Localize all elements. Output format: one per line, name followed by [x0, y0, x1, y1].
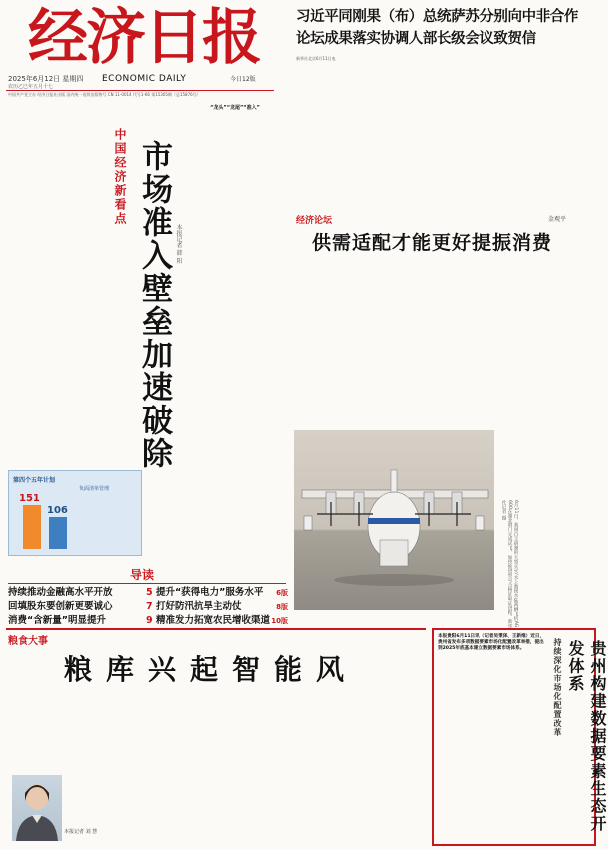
grain-body-col2 — [92, 688, 172, 843]
opinion-section-tag: 经济论坛 — [296, 216, 333, 226]
guide-label: 导读 — [130, 568, 155, 582]
masthead-issue: 今日12版 — [230, 76, 256, 83]
opinion-body-col2 — [396, 256, 492, 426]
grain-body-col4 — [260, 688, 340, 843]
feature-kicker: 中国经济新看点 — [113, 128, 127, 226]
opinion-body-col1 — [296, 256, 392, 426]
info-bar-2 — [49, 517, 67, 549]
lead-story-body-2 — [396, 56, 490, 206]
feature-body-col — [190, 104, 280, 484]
bottom-section-rule — [6, 628, 426, 630]
guizhou-subtitle: 持续深化市场化配置改革 — [553, 638, 562, 737]
guide-item-right-1[interactable]: 5 提升“获得电力”服务水平 — [146, 587, 264, 598]
grain-author: 本报记者 刘 慧 — [64, 829, 98, 835]
guide-item-2[interactable]: 回填股东要创新更要诚心 — [8, 601, 113, 612]
lead-title-line1: 习近平同刚果（布）总统萨苏分别向中非合作 — [296, 9, 578, 25]
guide-page-1: 6版 — [276, 589, 288, 597]
masthead-lunar: 农历乙巳年五月十七 — [8, 84, 54, 90]
masthead — [8, 3, 270, 90]
guide-item-1[interactable]: 持续推动金融高水平开放 — [8, 587, 113, 598]
date-line: 2025年6月12日 星期四 — [8, 75, 84, 83]
guide-item-right-3[interactable]: 9 精准发力拓宽农民增收渠道 — [146, 615, 270, 626]
grain-body-col5 — [344, 688, 424, 843]
aircraft-photo — [294, 430, 494, 610]
grain-body-col3 — [176, 688, 256, 843]
aircraft-illustration — [294, 430, 494, 610]
guide-list-left — [8, 586, 144, 628]
guide-pages — [262, 586, 288, 628]
guide-rule — [8, 583, 286, 584]
author-portrait — [12, 775, 62, 841]
grain-body-col1 — [8, 688, 88, 773]
feature-subhead1: “龙头”“龙尾”“准入” — [210, 105, 260, 111]
masthead-rule — [6, 90, 274, 91]
opinion-title: 供需适配才能更好提振消费 — [312, 232, 553, 254]
info-box-label: 第四个五年计划 — [13, 477, 56, 484]
guide-item-right-2[interactable]: 7 打好防汛抗旱主动仗 — [146, 601, 242, 612]
guizhou-box — [432, 628, 607, 846]
lead-story-body-1 — [296, 56, 390, 206]
guizhou-title: 贵州构建数据要素生态开发体系 — [566, 640, 607, 833]
portrait-illustration — [12, 775, 62, 841]
info-value-1: 151 — [19, 493, 40, 504]
opinion-body-col3 — [496, 256, 596, 521]
photo-caption: 6月11日，我国自主研制的大型灭火/水上救援水陆两栖飞机AG600在湖北荆门完成试飞，加快推进型号合格证取证进程。新华社记者 摄 — [501, 500, 518, 629]
info-box-note: 负面清单管理 — [79, 486, 110, 492]
lead-dateline: 新华社北京6月11日电 — [296, 56, 336, 61]
grain-section-tag: 粮食大事 — [8, 636, 48, 647]
info-box — [8, 470, 142, 556]
guide-page-2: 8版 — [276, 603, 288, 611]
guizhou-lead: 本报贵阳6月11日讯（记者吴秉泽、王新维）近日，贵州省发布多项数据要素市场化配置改革举措，提出到2025年底基本建立数据要素市场体系。 — [438, 634, 545, 652]
info-value-2: 106 — [47, 505, 68, 516]
grain-title: 粮库兴起智能风 — [64, 653, 359, 686]
lead-story-body-3 — [496, 56, 596, 206]
feature-byline: 本报记者 韩 阳 — [175, 224, 182, 264]
info-bar-1 — [23, 505, 41, 549]
guizhou-body — [438, 684, 546, 842]
guide-page-3: 10版 — [271, 617, 288, 625]
masthead-logo: 经济日报 — [28, 3, 260, 73]
opinion-author: 金观平 — [548, 216, 567, 223]
lead-title-line2: 论坛成果落实协调人部长级会议致贺信 — [296, 31, 536, 47]
guide-item-3[interactable]: 消费“含新量”明显提升 — [8, 615, 106, 626]
masthead-english: ECONOMIC DAILY — [102, 74, 187, 84]
masthead-meta: 中国共产党主办 经济日报社出版 国内统一连续出版物号 CN 11-0014 代号1-66 第15305期（总15876号） — [8, 92, 201, 97]
feature-body-col2 — [8, 104, 104, 519]
feature-title: 市场准入壁垒加速破除 — [136, 140, 172, 470]
right-col-lower — [540, 500, 596, 620]
